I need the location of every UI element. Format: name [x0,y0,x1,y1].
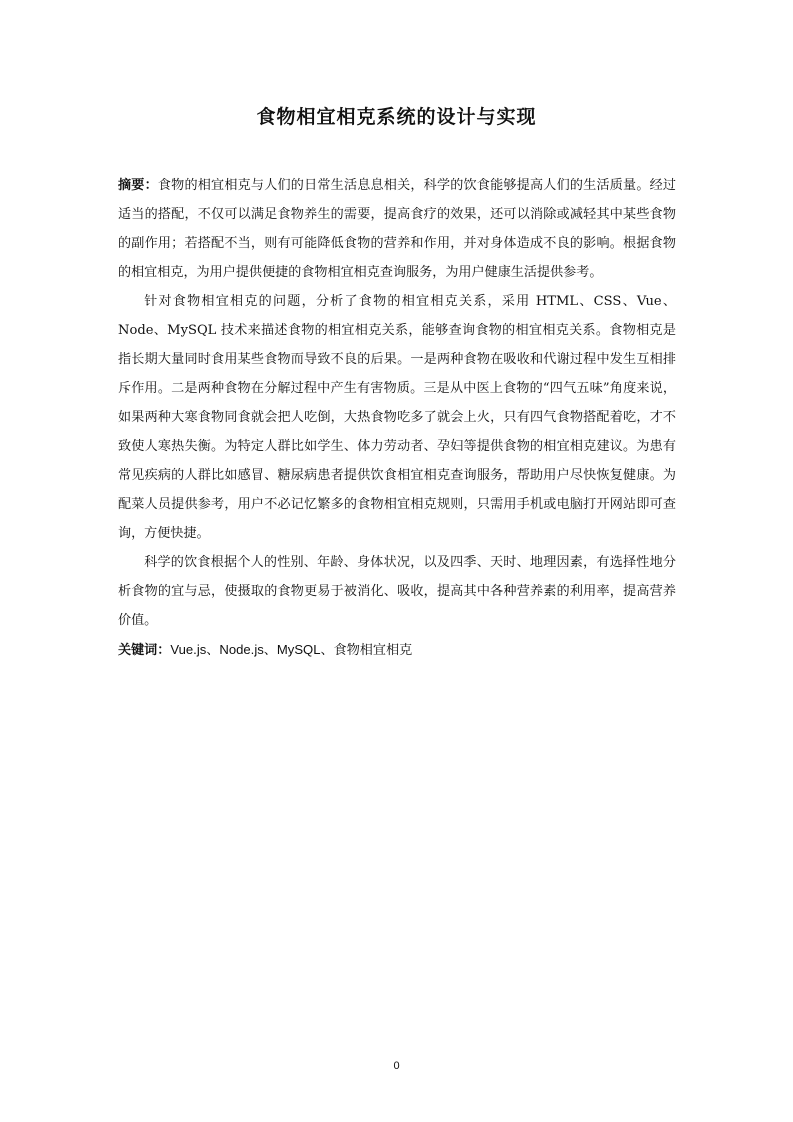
abstract-paragraph-1 [118,171,676,287]
abstract-paragraph-3: 科学的饮食根据个人的性别、年龄、身体状况，以及四季、天时、地理因素，有选择性地分析食物的宜与忌，使摄取的食物更易于被消化、吸收，提高其中各种营养素的利用率，提高营养价值。 [118,555,676,628]
page-number: 0 [393,1060,400,1072]
abstract-label: 摘要： [118,178,158,193]
keywords-value: Vue.js、Node.js、MySQL、食物相宜相克 [170,642,413,657]
keywords-label: 关键词： [118,643,171,658]
abstract-paragraph-1-text: 食物的相宜相克与人们的日常生活息息相关，科学的饮食能够提高人们的生活质量。经过适当的搭配，不仅可以满足食物养生的需要，提高食疗的效果，还可以消除或减轻其中某些食物的副作用；若搭配不当，则有可能降低食物的营养和作用，并对身体造成不良的影响。根据食物的相宜相克，为用户提供便捷的食物相宜相克查询服务，为用户健康生活提供参考。 [118,178,677,280]
abstract-section [118,171,676,665]
document-title: 食物相宜相克系统的设计与实现 [256,106,537,128]
keywords-line [118,635,676,665]
abstract-paragraph-2: 针对食物相宜相克的问题，分析了食物的相宜相克关系，采用 HTML、CSS、Vue、Node、MySQL 技术来描述食物的相宜相克关系，能够查询食物的相宜相克关系。食物相克是指长期大量同时食用某些食物而导致不良的后果。一是两种食物在吸收和代谢过程中发生互相排斥作用。二是两种食物在分解过程中产生有害物质。三是从中医上食物的“四气五味”角度来说，如果两种大寒食物同食就会把人吃倒，大热食物吃多了就会上火，只有四气食物搭配着吃，才不致使人寒热失衡。为特定人群比如学生、体力劳动者、孕妇等提供食物的相宜相克建议。为患有常见疾病的人群比如感冒、糖尿病患者提供饮食相宜相克查询服务，帮助用户尽快恢复健康。为配菜人员提供参考，用户不必记忆繁多的食物相宜相克规则，只需用手机或电脑打开网站即可查询，方便快捷。 [118,294,676,541]
